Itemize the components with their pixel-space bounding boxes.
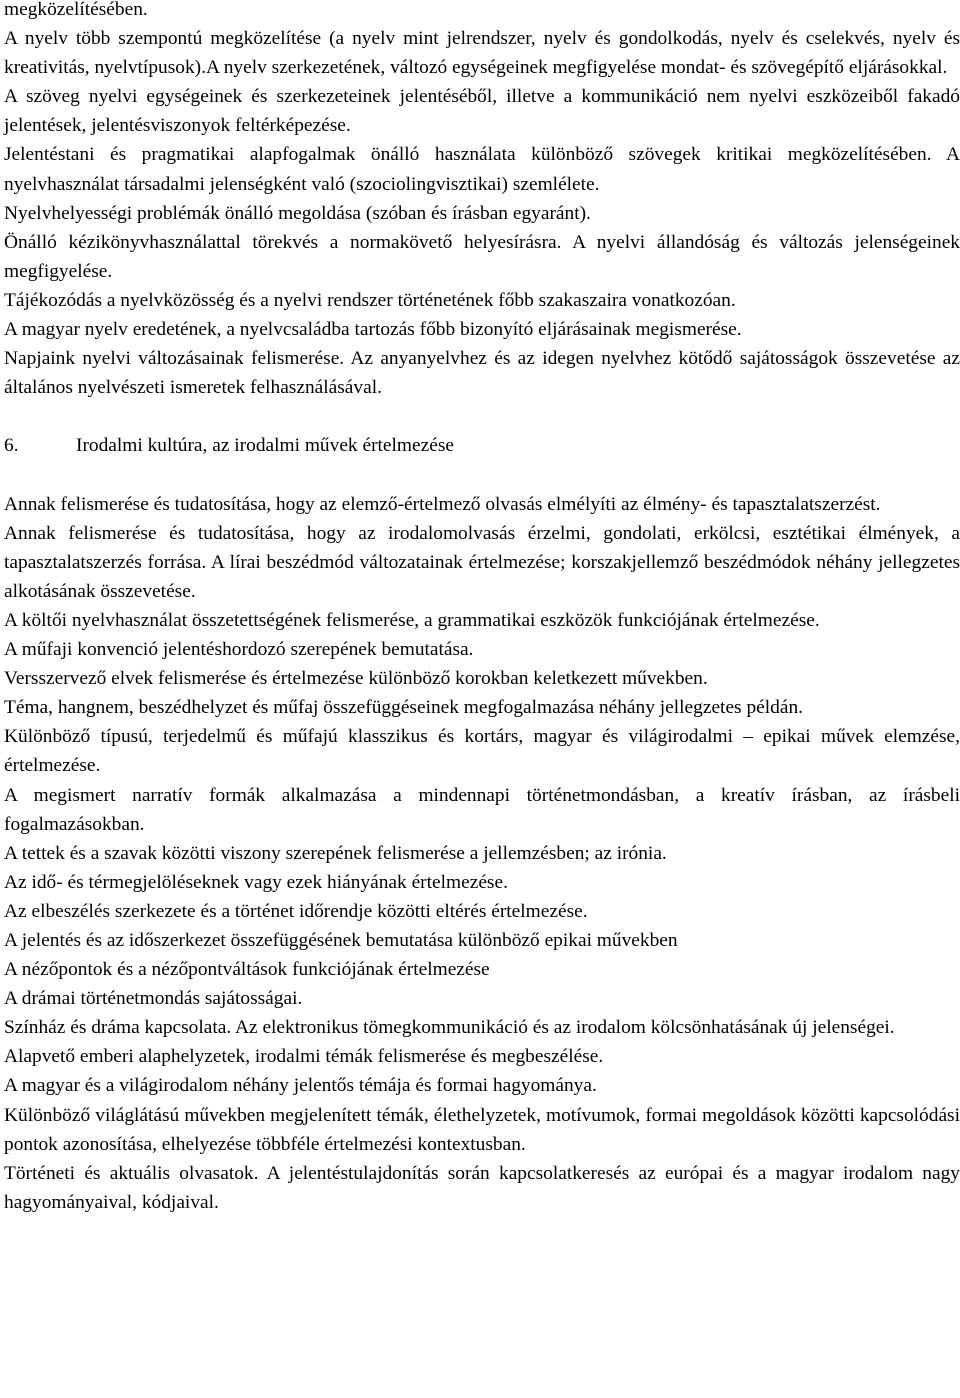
paragraph: A nézőpontok és a nézőpontváltások funkciójának értelmezése [4,959,490,981]
paragraph: A drámai történetmondás sajátosságai. [4,988,303,1010]
paragraph: Alapvető emberi alaphelyzetek, irodalmi témák felismerése és megbeszélése. [4,1046,604,1068]
paragraph: Önálló kézikönyvhasználattal törekvés a normakövető helyesírásra. A nyelvi állandóság és változás jelenségeinek megfigyelése. [4,231,960,282]
paragraph: Történeti és aktuális olvasatok. A jelentéstulajdonítás során kapcsolatkeresés az európai és a magyar irodalom nagy hagyományaival, kódjaival. [4,1162,960,1213]
paragraph: A szöveg nyelvi egységeinek és szerkezeteinek jelentéséből, illetve a kommunikáció nem nyelvi eszközeiből fakadó jelentések, jelentésviszonyok feltérképezése. [4,86,960,137]
paragraph: Annak felismerése és tudatosítása, hogy az elemző-értelmező olvasás elmélyíti az élmény- és tapasztalatszerzést. [4,493,881,515]
paragraph: Téma, hangnem, beszédhelyzet és műfaj összefüggéseinek megfogalmazása néhány jellegzetes példán. [4,697,803,719]
paragraph: megközelítésében. [4,0,148,20]
paragraph: A jelentés és az időszerkezet összefüggésének bemutatása különböző epikai művekben [4,930,678,951]
section-heading [4,431,960,460]
paragraph: A megismert narratív formák alkalmazása a mindennapi történetmondásban, a kreatív írásban, az írásbeli fogalmazásokban. [4,784,960,835]
paragraph: Napjaink nyelvi változásainak felismerése. Az anyanyelvhez és az idegen nyelvhez kötődő sajátosságok összevetése az általános nyelvészeti ismeretek felhasználásával. [4,348,960,399]
paragraph: A költői nyelvhasználat összetettségének felismerése, a grammatikai eszközök funkciójának értelmezése. [4,609,820,631]
paragraph: Színház és dráma kapcsolata. Az elektronikus tömegkommunikáció és az irodalom kölcsönhatásának új jelenségei. [4,1017,895,1039]
spacer [4,402,960,431]
section-literature [4,490,960,1217]
paragraph: A magyar nyelv eredetének, a nyelvcsaládba tartozás főbb bizonyító eljárásainak megismerése. [4,319,742,341]
paragraph: Nyelvhelyességi problémák önálló megoldása (szóban és írásban egyaránt). [4,202,591,224]
paragraph: Jelentéstani és pragmatikai alapfogalmak önálló használata különböző szövegek kritikai megközelítésében. A nyelvhasználat társadalmi jelenségként való (szociolingvisztikai) szemlélete. [4,144,960,195]
document-page [4,0,960,1217]
paragraph: Versszervező elvek felismerése és értelmezése különböző korokban keletkezett művekben. [4,668,708,690]
paragraph: Különböző típusú, terjedelmű és műfajú klasszikus és kortárs, magyar és világirodalmi – epikai művek elemzése, értelmezése. [4,726,960,777]
paragraph: A magyar és a világirodalom néhány jelentős témája és formai hagyománya. [4,1075,597,1097]
section-number: 6. [4,435,19,457]
spacer [4,461,960,490]
paragraph: Az elbeszélés szerkezete és a történet időrendje közötti eltérés értelmezése. [4,900,588,922]
paragraph: Az idő- és térmegjelöléseknek vagy ezek hiányának értelmezése. [4,871,508,893]
section-language [4,0,960,402]
section-title: Irodalmi kultúra, az irodalmi művek értelmezése [76,435,454,457]
paragraph: A tettek és a szavak közötti viszony szerepének felismerése a jellemzésben; az irónia. [4,842,667,864]
paragraph: Különböző világlátású művekben megjelenített témák, élethelyzetek, motívumok, formai megoldások közötti kapcsolódási pontok azonosítása, elhelyezése többféle értelmezési kontextusban. [4,1104,960,1155]
paragraph: Annak felismerése és tudatosítása, hogy az irodalomolvasás érzelmi, gondolati, erkölcsi, esztétikai élmények, a tapasztalatszerzés forrása. A lírai beszédmód változatainak értelmezése; korszakjellemző beszédmódok néhány jellegzetes alkotásának összevetése. [4,522,960,602]
paragraph: Tájékozódás a nyelvközösség és a nyelvi rendszer történetének főbb szakaszaira vonatkozóan. [4,289,736,311]
paragraph: A nyelv több szempontú megközelítése (a nyelv mint jelrendszer, nyelv és gondolkodás, nyelv és cselekvés, nyelv és kreativitás, nyelvtípusok).A nyelv szerkezetének, változó egységeinek megfigyelése mondat- és szövegépítő eljárásokkal. [4,28,960,79]
paragraph: A műfaji konvenció jelentéshordozó szerepének bemutatása. [4,639,474,661]
